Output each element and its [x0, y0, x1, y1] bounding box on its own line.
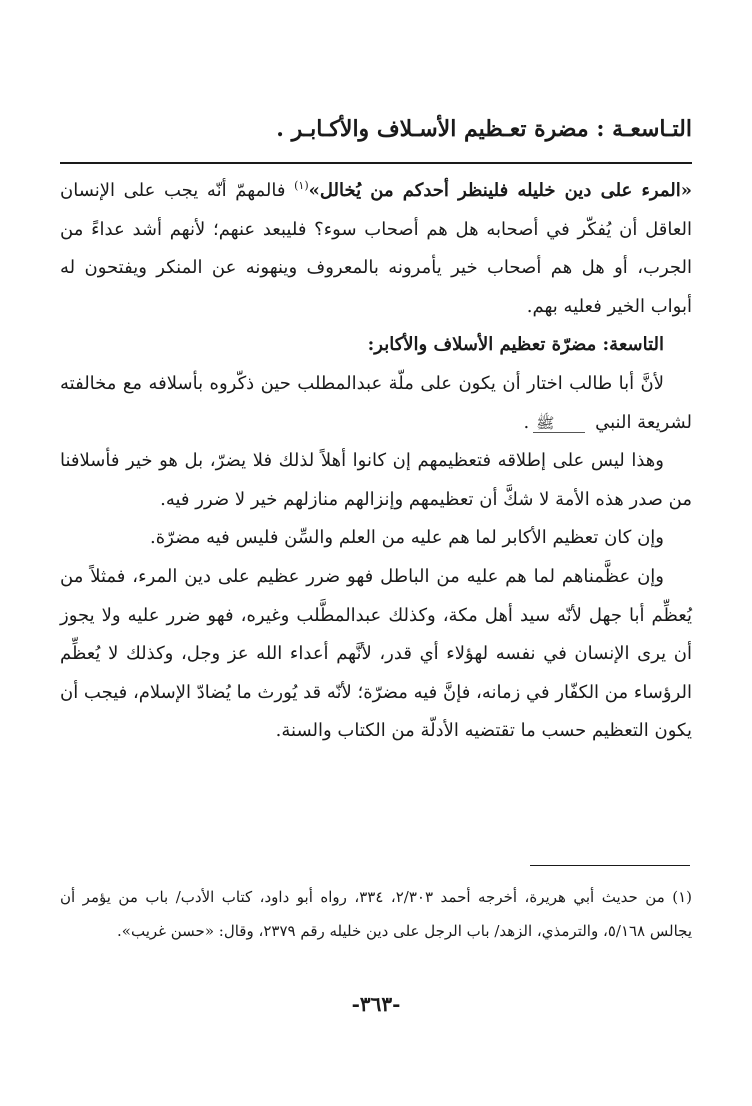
body-text	[60, 172, 692, 751]
hadith-quote: «المرء على دين خليله فلينظر أحدكم من يُخالل»	[308, 180, 692, 201]
paragraph-abu-talib	[60, 365, 692, 442]
paragraph-not-absolute: وهذا ليس على إطلاقه فتعظيمهم إن كانوا أهلاً لذلك فلا يضرّ، بل هو خير فأسلافنا من صدر هذه الأمة لا شكَّ أن تعظيمهم وإنزالهم منازلهم خير لا ضرر فيه.	[60, 450, 692, 510]
header-rule	[60, 162, 692, 164]
footnote-reference: (١)	[294, 179, 309, 192]
page-number: -٣٦٣-	[351, 992, 401, 1016]
section-title: التاسعة: مضرّة تعظيم الأسلاف والأكابر:	[367, 334, 664, 356]
footnote-1: (١) من حديث أبي هريرة، أخرجه أحمد ٢/٣٠٣، ٣٣٤، رواه أبو داود، كتاب الأدب/ باب من يؤمر أن يجالس ٥/١٦٨، والترمذي، الزهد/ باب الرجل على دين خليله رقم ٢٣٧٩، وقال: «حسن غريب».	[60, 888, 692, 940]
paragraph-hadith	[60, 172, 692, 326]
salawat-symbol: ﷺ	[533, 414, 585, 433]
footnotes	[60, 880, 692, 948]
running-header: التـاسعـة : مضرة تعـظيم الأسـلاف والأكـابـر .	[276, 116, 692, 142]
paragraph-abu-talib-text: لأنَّ أبا طالب اختار أن يكون على ملّة عبدالمطلب حين ذكّروه بأسلافه مع مخالفته لشريعة النبي	[60, 372, 692, 433]
paragraph-abu-talib-end: .	[523, 411, 530, 433]
footnote-rule	[530, 865, 690, 866]
paragraph-hadith-text: فالمهمّ أنّه يجب على الإنسان العاقل أن يُفكّر في أصحابه هل هم أصحاب سوء؟ فليبعد عنهم؛ لأنهم أشد عداءً من الجرب، أو هل هم أصحاب خير يأمرونه بالمعروف وينهونه عن المنكر ويفتحون له أبواب الخير فعليه بهم.	[60, 180, 692, 317]
paragraph-knowledge-age: وإن كان تعظيم الأكابر لما هم عليه من العلم والسِّن فليس فيه مضرّة.	[150, 527, 664, 549]
paragraph-falsehood: وإن عظَّمناهم لما هم عليه من الباطل فهو ضرر عظيم على دين المرء، فمثلاً من يُعظِّم أبا جهل لأنّه سيد أهل مكة، وكذلك عبدالمطَّلب وغيره، فهو ضرر عليه ولا يجوز أن يرى الإنسان في نفسه لهؤلاء أي قدر، لأنَّهم أعداء الله عز وجل، وكذلك لا يُعظِّم الرؤساء من الكفّار في زمانه، فإنَّ فيه مضرّة؛ لأنّه قد يُورث ما يُضادّ الإسلام، فيجب أن يكون التعظيم حسب ما تقتضيه الأدلّة من الكتاب والسنة.	[59, 565, 692, 742]
